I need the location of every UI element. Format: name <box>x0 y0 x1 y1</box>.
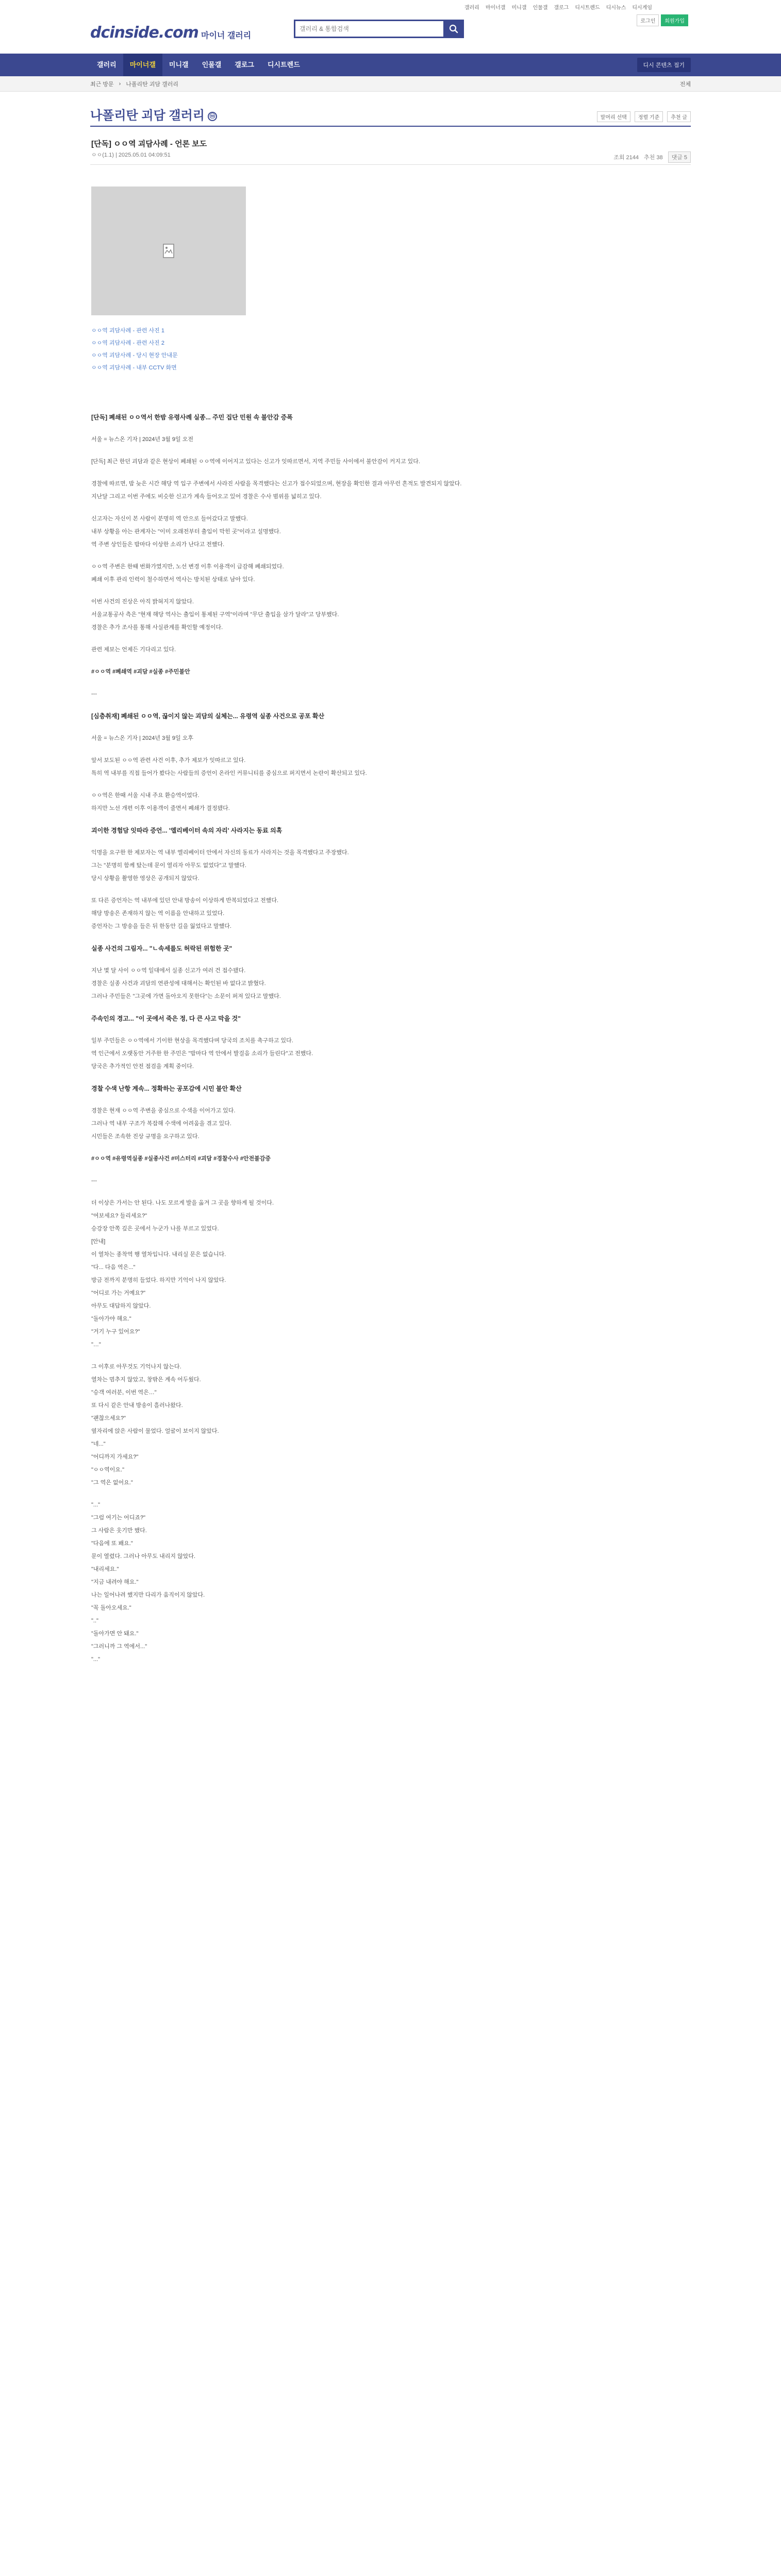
spacer <box>91 886 691 895</box>
top-link[interactable]: 디시게임 <box>632 5 652 11</box>
nav-gallog[interactable]: 갤로그 <box>235 61 254 69</box>
paragraph: 열차는 멈추지 않았고, 창밖은 계속 어두웠다. <box>91 1377 201 1383</box>
paragraph: 그는 "분명히 함께 탔는데 문이 열리자 아무도 없었다"고 말했다. <box>91 862 246 869</box>
image-link[interactable]: ㅇㅇ역 괴담사례 - 관련 사진 2 <box>91 340 164 346</box>
paragraph: 서울 = 뉴스온 기자 | 2024년 3월 9일 오전 <box>91 436 193 443</box>
paragraph: "그럼 여기는 어디죠?" <box>91 1515 146 1521</box>
main-nav <box>0 54 781 76</box>
paragraph: --- <box>91 691 97 697</box>
paragraph: ㅇㅇ역은 한때 서울 시내 주요 환승역이었다. <box>91 792 200 799</box>
post-header <box>90 134 691 165</box>
broken-image-icon <box>160 242 177 260</box>
spacer <box>91 1189 691 1198</box>
spacer <box>91 781 691 790</box>
paragraph: "돌아가면 안 돼요." <box>91 1631 139 1637</box>
nav-minor-gallery[interactable]: 마이너갤 <box>123 54 162 76</box>
paragraph: "ㅇㅇ역이요." <box>91 1467 124 1473</box>
sort-select[interactable]: 정렬 기준 <box>635 111 663 122</box>
recent-visit-bar <box>0 76 781 92</box>
article-heading: 실종 사건의 그림자... "ㄴ속세를도 허락된 위험한 곳" <box>91 945 232 952</box>
paragraph: 경찰은 현재 ㅇㅇ역 주변을 중심으로 수색을 이어가고 있다. <box>91 1108 236 1114</box>
paragraph: "네..." <box>91 1441 106 1447</box>
paragraph: [안내] <box>91 1239 106 1245</box>
paragraph: 경찰은 추가 조사를 통해 사실관계를 확인할 예정이다. <box>91 624 223 631</box>
hashtags: #ㅇㅇ역 #폐쇄역 #괴담 #실종 #주민불안 <box>91 669 190 675</box>
paragraph: 역 인근에서 오랫동안 거주한 한 주민은 "밤마다 역 안에서 발걸음 소리가 들린다"고 전했다. <box>91 1050 313 1057</box>
spacer <box>91 724 691 733</box>
spacer <box>91 425 691 434</box>
spacer <box>91 1352 691 1362</box>
paragraph: "다... 다음 역은..." <box>91 1264 136 1270</box>
spacer <box>91 1096 691 1106</box>
paragraph: ".." <box>91 1618 98 1624</box>
header-select[interactable]: 말머리 선택 <box>597 111 630 122</box>
paragraph: "지금 내려야 해요." <box>91 1579 139 1585</box>
spacer <box>91 447 691 456</box>
paragraph: 경찰에 따르면, 밤 늦은 시간 해당 역 입구 주변에서 사라진 사람을 목격했다는 신고가 접수되었으며, 현장을 확인한 결과 아무런 흔적도 발견되지 않았다. <box>91 481 462 487</box>
article-heading: [심층취재] 폐쇄된 ㅇㅇ역, 끊이지 않는 괴담의 실체는... 유령역 실종 사건으로 공포 확산 <box>91 713 325 720</box>
top-link[interactable]: 미니갤 <box>511 5 527 11</box>
logo-subtitle[interactable]: 마이너 갤러리 <box>201 31 252 40</box>
paragraph: 서울 = 뉴스온 기자 | 2024년 3월 9일 오후 <box>91 735 193 741</box>
spacer <box>91 838 691 848</box>
paragraph: "어디로 가는 거예요?" <box>91 1290 146 1296</box>
paragraph: 승강장 안쪽 깊은 곳에서 누군가 나를 부르고 있었다. <box>91 1226 219 1232</box>
paragraph: "…" <box>91 1342 101 1348</box>
hashtags: #ㅇㅇ역 #유령역실종 #실종사건 #미스터리 #괴담 #경찰수사 #안전불감증 <box>91 1156 271 1162</box>
recent-all-button[interactable]: 전체 <box>679 81 691 88</box>
paragraph: 시민들은 조속한 진상 규명을 요구하고 있다. <box>91 1133 200 1140</box>
gallery-options <box>597 111 691 122</box>
paragraph: 이 열차는 종착역 행 열차입니다. 내리실 문은 없습니다. <box>91 1251 226 1258</box>
paragraph: "승객 여러분, 이번 역은…" <box>91 1389 157 1396</box>
paragraph: 또 다른 증언자는 역 내부에 있던 안내 방송이 이상하게 반복되었다고 전했다. <box>91 897 279 904</box>
paragraph: 신고자는 자신이 본 사람이 분명히 역 안으로 들어갔다고 말했다. <box>91 516 248 522</box>
spacer <box>91 702 691 711</box>
spacer <box>91 956 691 965</box>
spacer <box>91 680 691 689</box>
paragraph: 특히 역 내부를 직접 들어가 봤다는 사람들의 증언이 온라인 커뮤니티를 중심으로 퍼지면서 논란이 확산되고 있다. <box>91 770 367 776</box>
paragraph: "..." <box>91 1502 100 1508</box>
recent-visit-label[interactable]: 최근 방문 <box>90 81 114 88</box>
nav-gallery[interactable]: 갤러리 <box>97 61 117 69</box>
spacer <box>91 816 691 825</box>
top-link[interactable]: 갤로그 <box>554 5 569 11</box>
spacer <box>91 657 691 667</box>
post-image[interactable] <box>91 187 246 315</box>
paragraph: 이번 사건의 진상은 아직 밝혀지지 않았다. <box>91 599 194 605</box>
paragraph: 그 사람은 웃기만 했다. <box>91 1528 147 1534</box>
image-link[interactable]: ㅇㅇ역 괴담사례 - 당시 현장 안내문 <box>91 352 178 359</box>
paragraph: 앞서 보도된 ㅇㅇ역 관련 사건 이후, 추가 제보가 잇따르고 있다. <box>91 757 246 764</box>
spacer <box>91 469 691 479</box>
article-heading: 경찰 수색 난항 계속... 정확하는 공포감에 시민 불안 확산 <box>91 1085 242 1092</box>
article-heading: 괴이한 경험담 잇따라 증언... '엘리베이터 속의 자리' 사라지는 동료 의혹 <box>91 827 283 834</box>
paragraph: 익명을 요구한 한 제보자는 역 내부 엘리베이터 안에서 자신의 동료가 사라지는 것을 목격했다고 주장했다. <box>91 850 349 856</box>
top-links <box>464 3 652 11</box>
paragraph: 옆자리에 앉은 사람이 물었다. 얼굴이 보이지 않았다. <box>91 1428 219 1434</box>
paragraph: "그 역은 없어요." <box>91 1480 133 1486</box>
spacer <box>91 934 691 943</box>
spacer <box>91 1166 691 1176</box>
top-link[interactable]: 디시뉴스 <box>606 5 626 11</box>
top-utility-bar <box>0 0 781 11</box>
nav-dc-trend[interactable]: 디시트렌드 <box>267 61 300 69</box>
post-stats <box>613 151 691 163</box>
minor-badge-icon: ⓜ <box>208 112 217 121</box>
top-link[interactable]: 인물갤 <box>533 5 548 11</box>
paragraph: ㅇㅇ역 주변은 한때 번화가였지만, 노선 변경 이후 이용객이 급감해 폐쇄되었다. <box>91 564 284 570</box>
view-count: 조회 2144 <box>613 155 639 161</box>
paragraph: [단독] 최근 한던 괴담과 같은 현상이 폐쇄된 ㅇㅇ역에 이어지고 있다는 신고가 잇따르면서, 지역 주민들 사이에서 불안감이 커지고 있다. <box>91 459 420 465</box>
gallery-title-bar <box>90 101 691 127</box>
site-logo[interactable]: dcinside.com <box>90 24 198 42</box>
spacer <box>91 746 691 755</box>
search-box <box>294 20 464 38</box>
top-link[interactable]: 마이너갤 <box>485 5 506 11</box>
paragraph: 역 주변 상인들은 밤마다 이상한 소리가 난다고 전했다. <box>91 541 225 548</box>
paragraph: 그러나 역 내부 구조가 복잡해 수색에 어려움을 겪고 있다. <box>91 1121 231 1127</box>
header <box>0 11 781 53</box>
paragraph: "괜찮으세요?" <box>91 1415 126 1421</box>
spacer <box>91 1490 691 1500</box>
paragraph: 폐쇄 이후 관리 인력이 철수하면서 역사는 방치된 상태로 남아 있다. <box>91 577 255 583</box>
paragraph: 더 이상은 가서는 안 된다. 나도 모르게 발을 옮겨 그 곳을 향하게 될 것이다. <box>91 1200 274 1206</box>
article-heading: 주속인의 경고... "이 곳에서 죽은 정, 다 큰 사고 막을 것" <box>91 1015 241 1022</box>
nav-person-gallery[interactable]: 인물갤 <box>202 61 222 69</box>
paragraph: 나는 일어나려 했지만 다리가 움직이지 않았다. <box>91 1592 205 1598</box>
recommend-filter[interactable]: 추천 글 <box>667 111 691 122</box>
spacer <box>91 552 691 562</box>
paragraph: 경찰은 실종 사건과 괴담의 연관성에 대해서는 확인된 바 없다고 밝혔다. <box>91 980 266 987</box>
signup-button[interactable]: 회원가입 <box>661 14 688 26</box>
spacer <box>91 1144 691 1154</box>
paragraph: 당국은 추가적인 안전 점검을 계획 중이다. <box>91 1063 194 1070</box>
image-link[interactable]: ㅇㅇ역 괴담사례 - 내부 CCTV 화면 <box>91 365 177 371</box>
search-icon <box>449 24 458 33</box>
comment-count-button[interactable]: 댓글 5 <box>668 151 691 163</box>
post-title: [단독] ㅇㅇ역 괴담사례 - 언론 보도 <box>91 140 207 148</box>
search-button[interactable] <box>443 20 464 38</box>
collapse-content-button[interactable]: 디시 콘텐츠 접기 <box>637 58 691 72</box>
paragraph: --- <box>91 1178 97 1184</box>
top-link[interactable]: 디시트렌드 <box>575 5 600 11</box>
paragraph: "..." <box>91 1656 100 1663</box>
paragraph: 해당 방송은 존재하지 않는 역 이름을 안내하고 있었다. <box>91 910 225 917</box>
spacer <box>91 1004 691 1013</box>
paragraph: 아무도 대답하지 않았다. <box>91 1303 151 1309</box>
paragraph: "꼭 돌아오세요." <box>91 1605 131 1611</box>
paragraph: 그 이후로 아무것도 기억나지 않는다. <box>91 1364 181 1370</box>
spacer <box>91 635 691 645</box>
paragraph: "다음에 또 봬요." <box>91 1540 133 1547</box>
chevron-right-icon: › <box>119 81 121 87</box>
paragraph: 서울교통공사 측은 "현재 해당 역사는 출입이 통제된 구역"이라며 "무단 출입을 삼가 달라"고 당부했다. <box>91 612 339 618</box>
spacer <box>91 1074 691 1083</box>
paragraph: 방금 전까지 분명히 들었다. 하지만 기억이 나지 않았다. <box>91 1277 226 1283</box>
header-account <box>637 14 688 26</box>
paragraph: "여보세요? 들리세요?" <box>91 1213 147 1219</box>
paragraph: "어디까지 가세요?" <box>91 1454 139 1460</box>
top-link[interactable]: 갤러리 <box>464 5 479 11</box>
search-input[interactable] <box>295 21 442 37</box>
post-author[interactable]: ㅇㅇ(1.1) <box>91 152 114 158</box>
paragraph: "그러니까 그 역에서..." <box>91 1643 147 1650</box>
image-link[interactable]: ㅇㅇ역 괴담사례 - 관련 사진 1 <box>91 328 164 334</box>
login-button[interactable]: 로그인 <box>637 14 659 26</box>
spacer <box>91 1026 691 1036</box>
recommend-count: 추천 38 <box>644 155 663 161</box>
paragraph: "거기 누구 있어요?" <box>91 1329 140 1335</box>
post-text <box>91 412 691 1667</box>
nav-mini-gallery[interactable]: 미니갤 <box>169 61 189 69</box>
paragraph: 증언자는 그 방송을 들은 뒤 한동안 길을 잃었다고 말했다. <box>91 923 231 929</box>
spacer <box>91 587 691 597</box>
post-meta: ㅇㅇ(1.1) | 2025.05.01 04:09:51 <box>91 152 171 158</box>
recent-gallery-link[interactable]: 나폴리탄 괴담 갤러리 <box>126 81 178 88</box>
gallery-title[interactable] <box>90 105 217 123</box>
post-date: 2025.05.01 04:09:51 <box>118 152 171 158</box>
paragraph: 당시 상황을 촬영한 영상은 공개되지 않았다. <box>91 875 200 882</box>
paragraph: 관련 제보는 언제든 기다리고 있다. <box>91 647 176 653</box>
article-heading: [단독] 폐쇄된 ㅇㅇ역서 한밤 유령사례 실종... 주민 집단 민원 속 불안감 증폭 <box>91 414 293 421</box>
paragraph: 문이 열렸다. 그러나 아무도 내리지 않았다. <box>91 1553 196 1560</box>
gallery-title-text: 나폴리탄 괴담 갤러리 <box>90 109 205 123</box>
paragraph: 그러나 주민들은 "그곳에 가면 돌아오지 못한다"는 소문이 퍼져 있다고 말했다. <box>91 993 281 999</box>
paragraph: "내리세요." <box>91 1566 119 1572</box>
paragraph: 내부 상황을 아는 관계자는 "이미 오래전부터 출입이 막힌 곳"이라고 설명했다. <box>91 529 281 535</box>
paragraph: 일부 주민들은 ㅇㅇ역에서 기이한 현상을 목격했다며 당국의 조치를 촉구하고 있다. <box>91 1038 293 1044</box>
paragraph: 하지만 노선 개편 이후 이용객이 줄면서 폐쇄가 결정됐다. <box>91 805 230 811</box>
paragraph: "돌아가야 해요." <box>91 1316 131 1322</box>
paragraph: 지난달 그리고 이번 주에도 비슷한 신고가 계속 들어오고 있어 경찰은 수사 범위를 넓히고 있다. <box>91 494 322 500</box>
post-body <box>90 175 691 2576</box>
image-link-list <box>91 325 178 374</box>
spacer <box>91 504 691 514</box>
paragraph: 또 다시 같은 안내 방송이 흘러나왔다. <box>91 1402 183 1409</box>
paragraph: 지난 몇 달 사이 ㅇㅇ역 일대에서 실종 신고가 여러 건 접수됐다. <box>91 968 246 974</box>
